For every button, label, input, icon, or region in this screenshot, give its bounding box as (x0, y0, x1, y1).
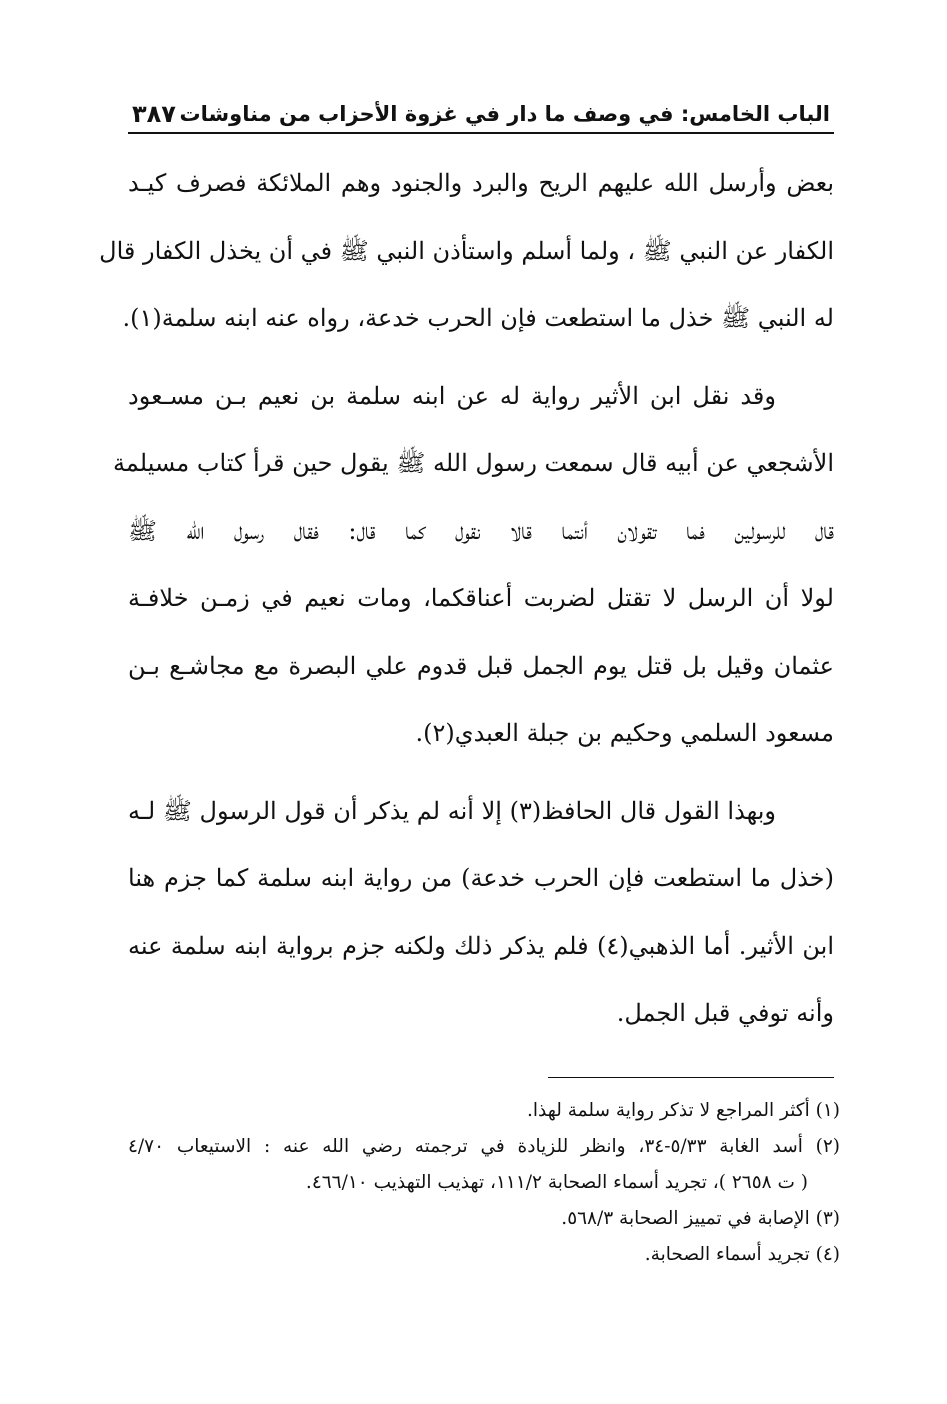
running-header (128, 100, 834, 134)
text-line: الكفار عن النبي ﷺ ، ولما أسلم واستأذن النبي ﷺ في أن يخذل الكفار قال (99, 236, 834, 265)
text-line: بعض وأرسل الله عليهم الريح والبرد والجنود وهم الملائكة فصرف كيـد (128, 169, 834, 197)
text-line: لولا أن الرسل لا تقتل لضربت أعناقكما، ومات نعيم في زمـن خلافـة (128, 584, 834, 612)
text-line: مسعود السلمي وحكيم بن جبلة العبدي(٢). (415, 719, 834, 747)
chapter-title: الباب الخامس: في وصف ما دار في غزوة الأحزاب من مناوشات (179, 102, 830, 126)
footnote: (٢) أسد الغابة ٥/٣٣-٣٤، وانظر للزيادة في ترجمته رضي الله عنه : الاستيعاب ٤/٧٠ (128, 1136, 840, 1157)
page-number: ٣٨٧ (132, 100, 176, 128)
text-line: وقد نقل ابن الأثير رواية له عن ابنه سلمة بن نعيم بـن مسـعود (128, 381, 776, 410)
text-line: وأنه توفي قبل الجمل. (616, 999, 834, 1027)
footnote: (١) أكثر المراجع لا تذكر رواية سلمة لهذا. (526, 1100, 840, 1121)
text-line: ابن الأثير. أما الذهبي(٤) فلم يذكر ذلك ولكنه جزم برواية ابنه سلمة عنه (128, 931, 834, 960)
text-line: قال للرسولين فما تقولان أنتما قالا نقول كما قال: فقال رسول الله ﷺ (128, 516, 834, 545)
footnote: (٤) تجريد أسماء الصحابة. (644, 1244, 840, 1265)
footnote: (٣) الإصابة في تمييز الصحابة ٥٦٨/٣. (561, 1208, 840, 1229)
text-line: الأشجعي عن أبيه قال سمعت رسول الله ﷺ يقول حين قرأ كتاب مسيلمة (113, 449, 834, 477)
text-line: عثمان وقيل بل قتل يوم الجمل قبل قدوم علي البصرة مع مجاشـع بـن (128, 651, 834, 680)
text-line: له النبي ﷺ خذل ما استطعت فإن الحرب خدعة، رواه عنه ابنه سلمة(١). (122, 304, 834, 332)
footnotes (128, 1093, 840, 1273)
footnote-continuation: ( ت ٢٦٥٨ )، تجريد أسماء الصحابة ١١١/٢، تهذيب التهذيب ٤٦٦/١٠. (305, 1172, 808, 1193)
main-text (99, 150, 834, 1048)
text-line: (خذل ما استطعت فإن الحرب خدعة) من رواية ابنه سلمة كما جزم هنا (128, 864, 834, 892)
text-line: وبهذا القول قال الحافظ(٣) إلا أنه لم يذكر أن قول الرسول ﷺ لـه (128, 796, 776, 825)
header-rule (128, 132, 834, 134)
footnote-separator (548, 1077, 834, 1078)
